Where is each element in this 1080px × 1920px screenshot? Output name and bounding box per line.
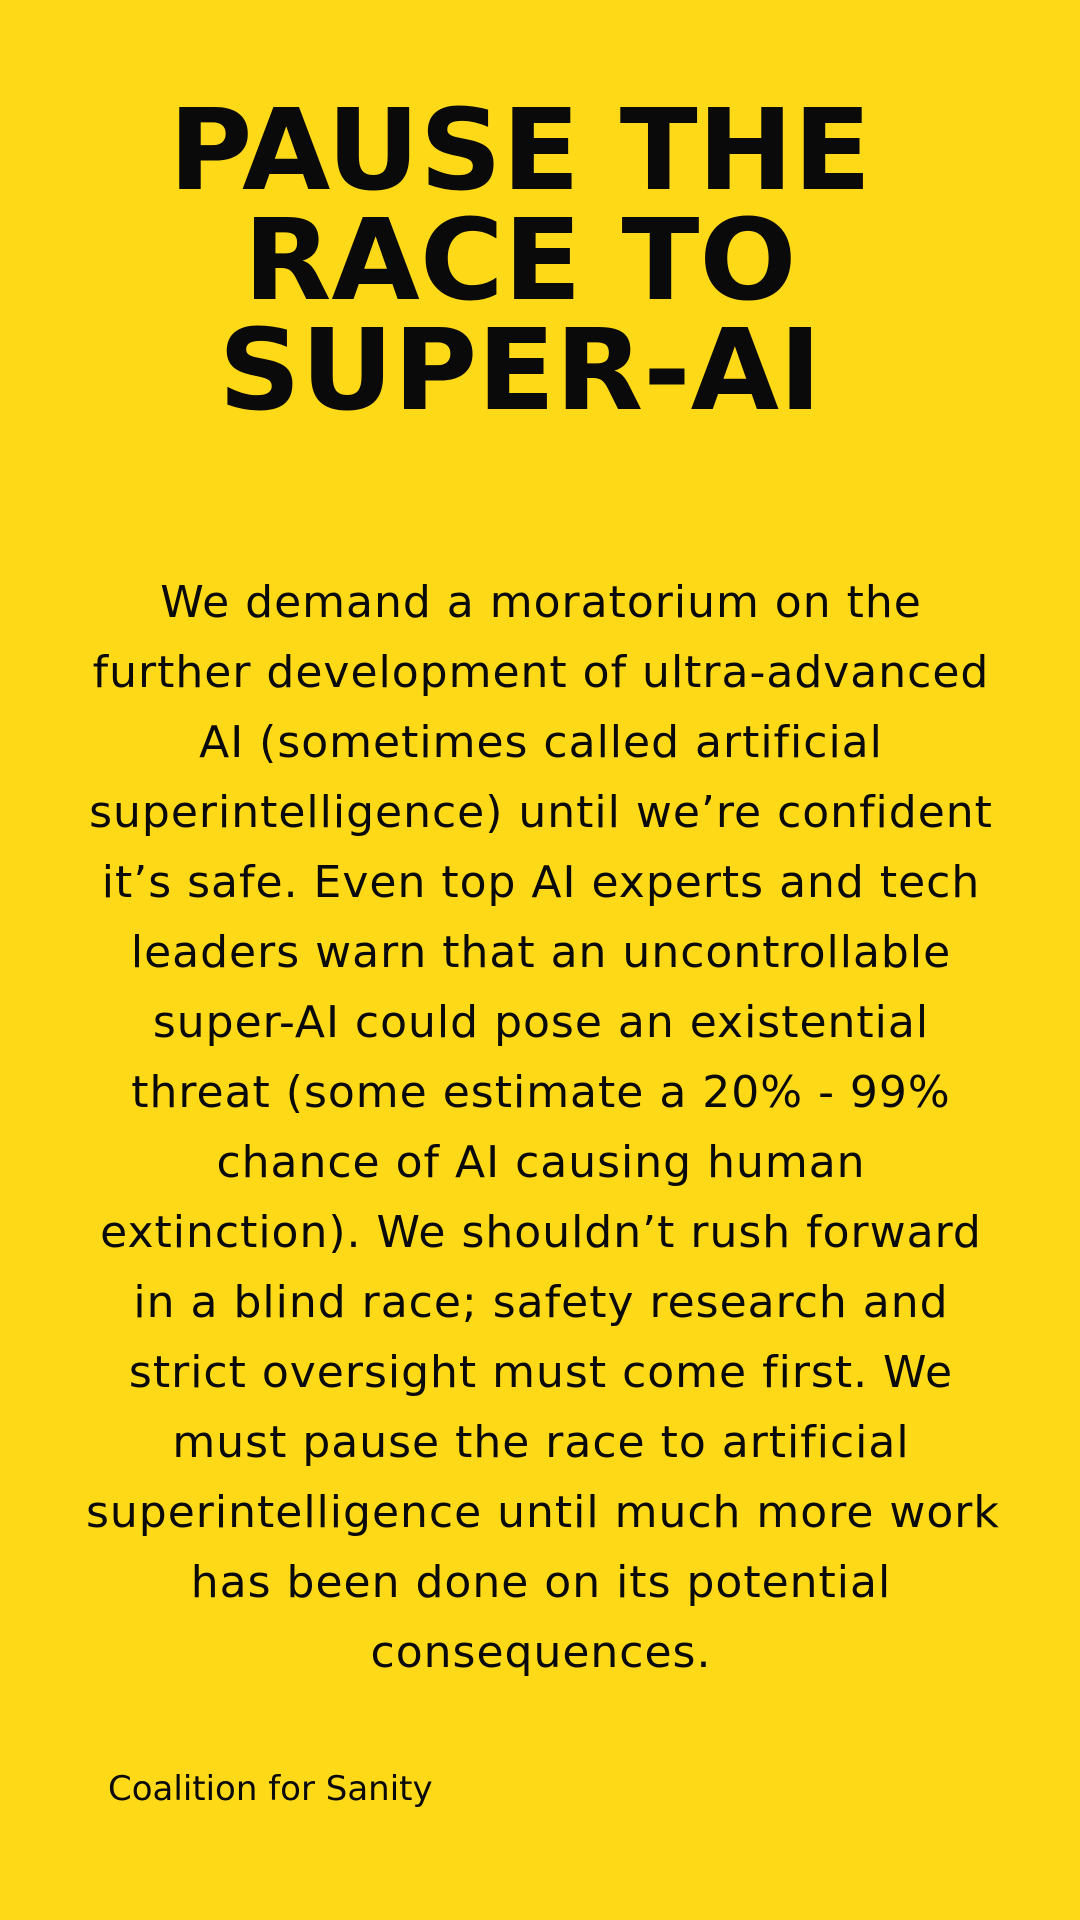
body-line-15: has been done on its potential	[190, 1557, 892, 1608]
body-line-10: extinction). We shouldn’t rush forward	[100, 1207, 982, 1258]
headline-line-2: RACE TO	[243, 196, 797, 326]
body-line-8: threat (some estimate a 20% - 99%	[131, 1067, 951, 1118]
body-line-9: chance of AI causing human	[216, 1137, 866, 1188]
body-line-4: superintelligence) until we’re confident	[89, 787, 993, 838]
body-line-11: in a blind race; safety research and	[133, 1277, 949, 1328]
body-line-3: AI (sometimes called artificial	[199, 717, 883, 768]
signature: Coalition for Sanity	[108, 1769, 433, 1809]
body-line-16: consequences.	[370, 1627, 712, 1678]
body-line-7: super-AI could pose an existential	[152, 997, 930, 1048]
body-line-2: further development of ultra-advanced	[92, 647, 990, 698]
headline	[0, 86, 1050, 436]
body-line-6: leaders warn that an uncontrollable	[130, 927, 952, 978]
body-line-12: strict oversight must come first. We	[128, 1347, 954, 1398]
body-line-13: must pause the race to artificial	[172, 1417, 910, 1468]
body-line-5: it’s safe. Even top AI experts and tech	[101, 857, 981, 908]
body-line-14: superintelligence until much more work	[86, 1487, 1000, 1538]
headline-line-3: SUPER-AI	[218, 306, 822, 436]
body-line-1: We demand a moratorium on the	[160, 577, 922, 628]
headline-line-1: PAUSE THE	[168, 86, 872, 216]
body-copy	[86, 568, 1000, 1688]
